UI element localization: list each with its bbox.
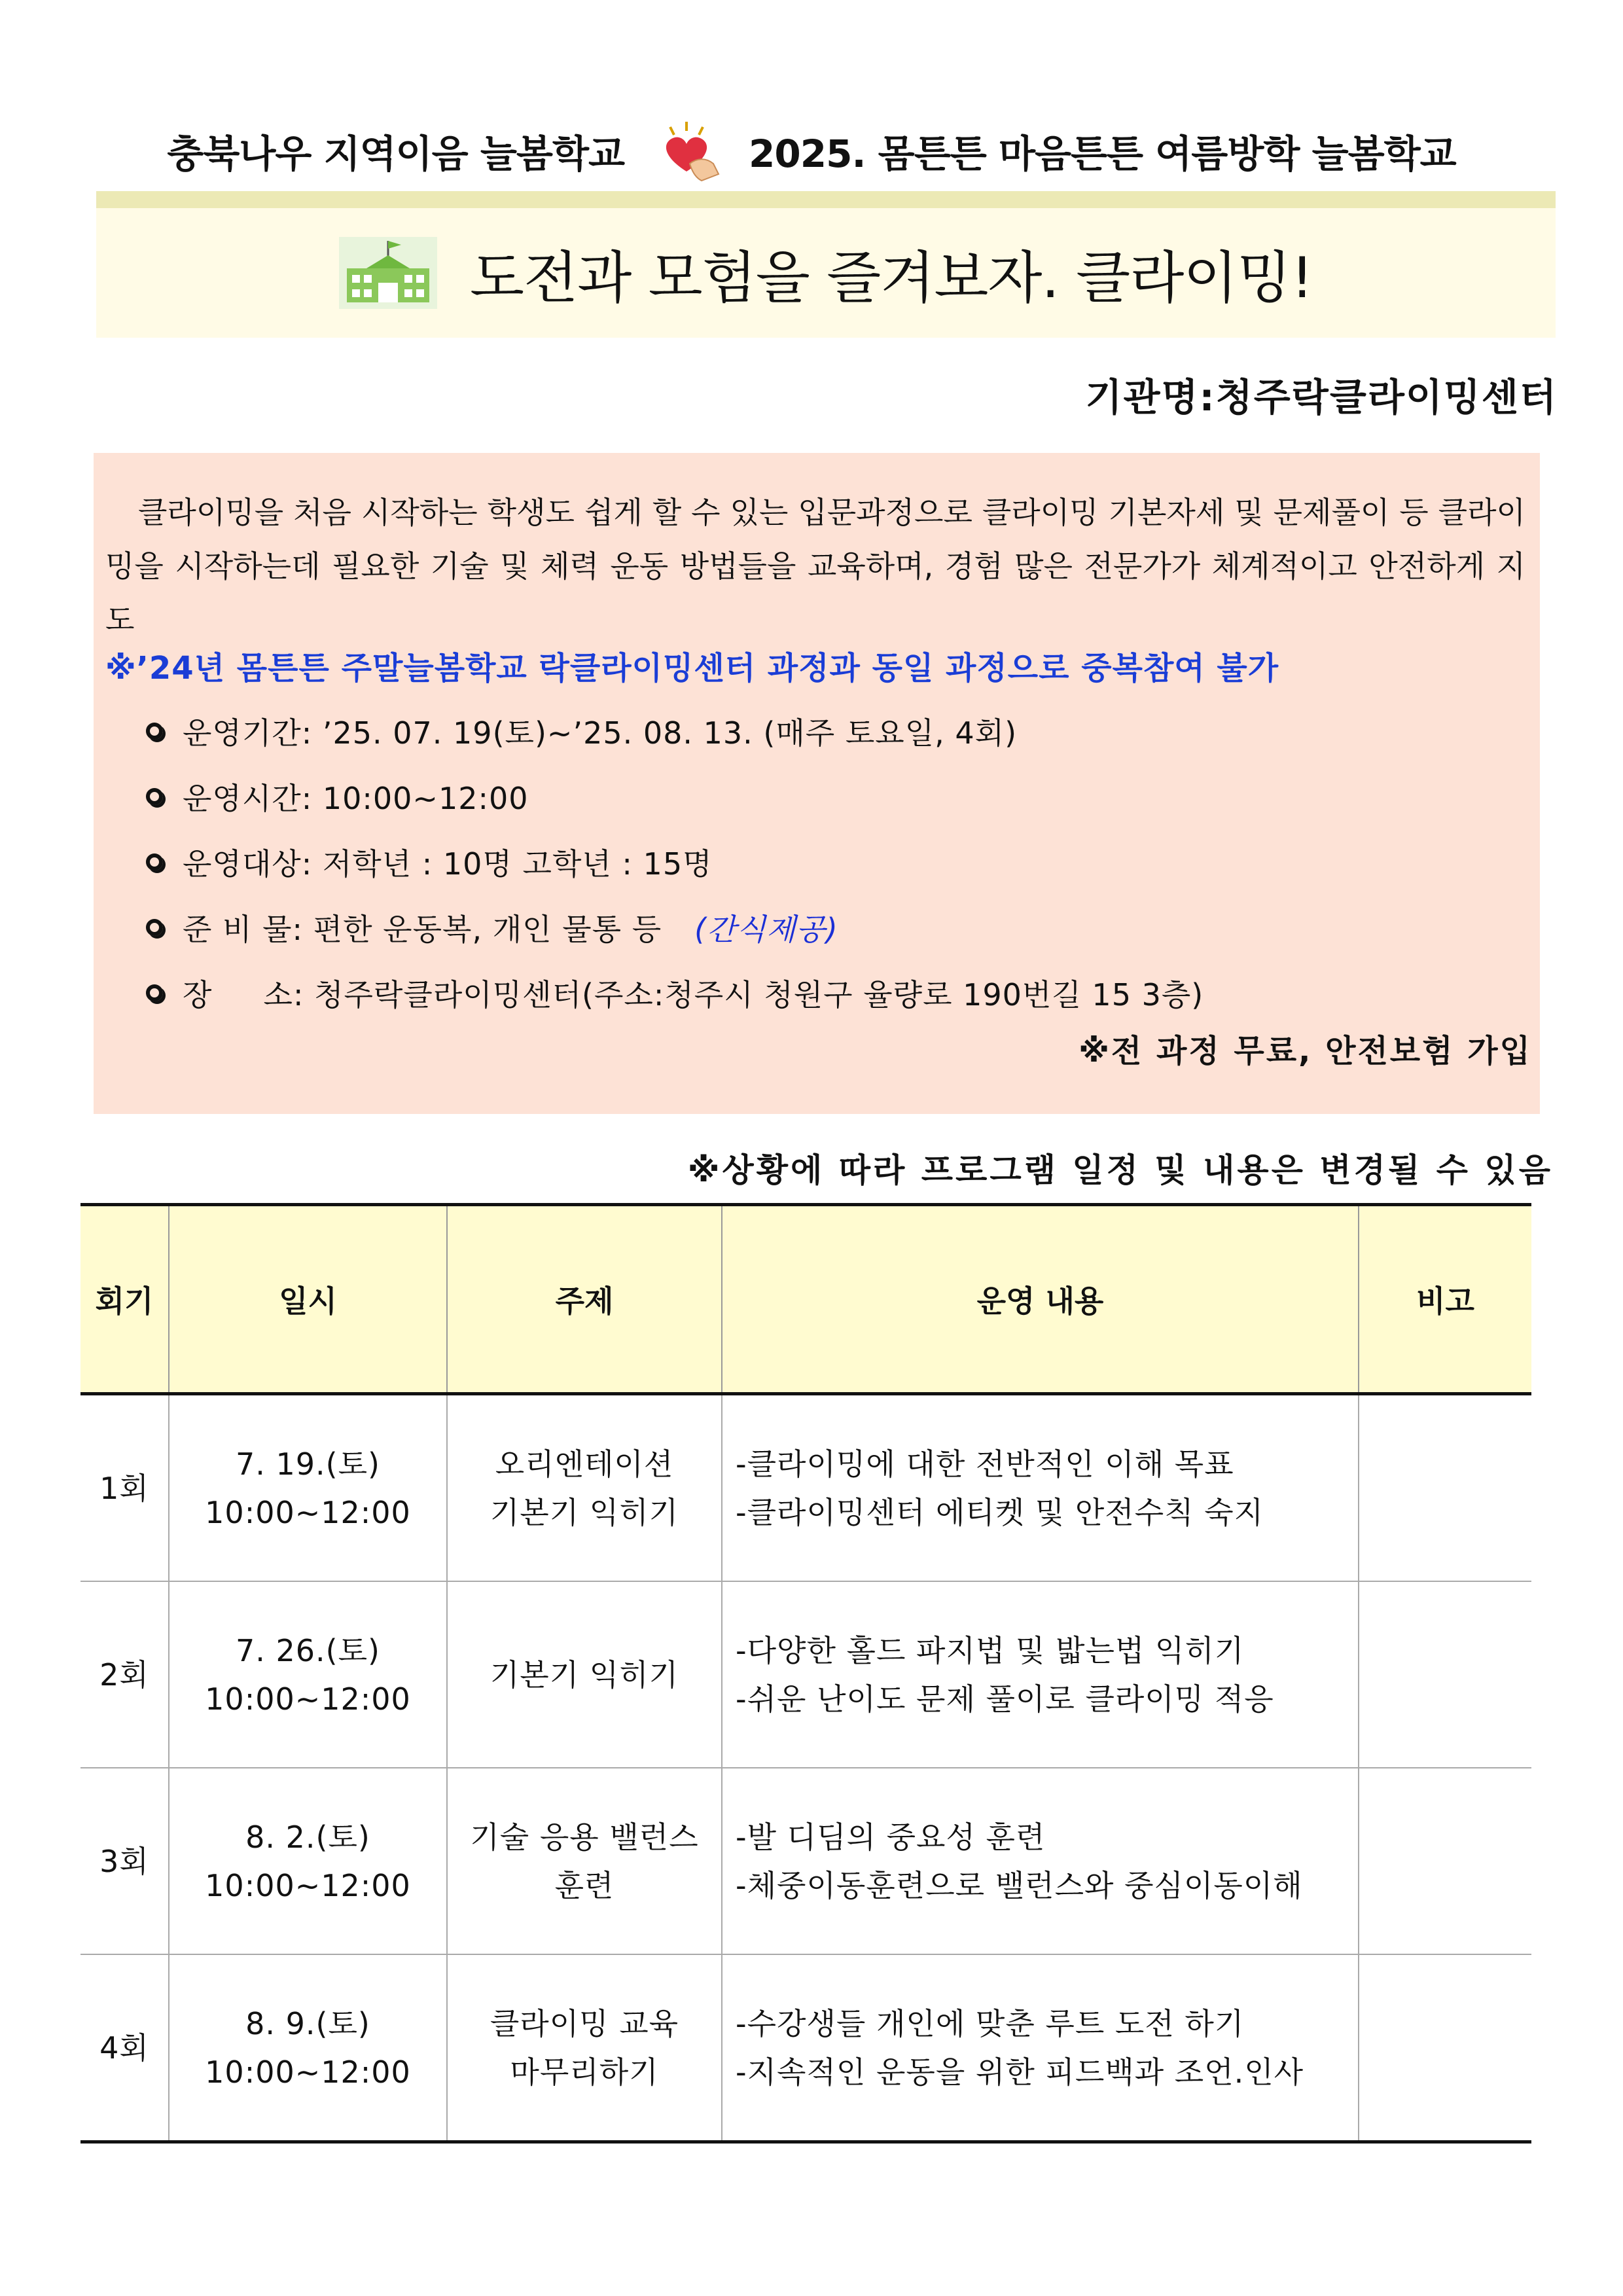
header-right-title: 2025. 몸튼튼 마음튼튼 여름방학 늘봄학교	[749, 132, 1456, 176]
free-course-note: ※전 과정 무료, 안전보험 가입	[1079, 1033, 1532, 1069]
content-line: -체중이동훈련으로 밸런스와 중심이동이해	[736, 1867, 1303, 1903]
note-cell	[1359, 1394, 1531, 1582]
program-info-box	[94, 453, 1540, 1114]
header-topic: 주제	[447, 1205, 722, 1394]
topic-cell	[447, 1581, 722, 1768]
detail-location	[146, 960, 1204, 1026]
bullet-circle-icon	[146, 723, 163, 740]
header-session: 회기	[80, 1205, 169, 1394]
title-top-rule	[96, 191, 1556, 208]
content-cell	[722, 1394, 1359, 1582]
date-cell	[169, 1768, 447, 1954]
content-line: -발 디딤의 중요성 훈련	[736, 1819, 1046, 1855]
content-line: -클라이밍에 대한 전반적인 이해 목표	[736, 1446, 1234, 1482]
schedule-table	[80, 1203, 1531, 2144]
topic-line: 마무리하기	[510, 2054, 659, 2090]
detail-text: 장 소: 청주락클라이밍센터(주소:청주시 청원구 율량로 190번길 15 3층)	[183, 977, 1204, 1013]
session-cell: 2회	[80, 1581, 169, 1768]
header-content: 운영 내용	[722, 1205, 1359, 1394]
duplicate-participation-notice: ※’24년 몸튼튼 주말늘봄학교 락클라이밍센터 과정과 동일 과정으로 중복참여 불가	[105, 650, 1279, 687]
time-text: 10:00~12:00	[205, 2054, 411, 2090]
detail-text: 준 비 물: 편한 운동복, 개인 물통 등	[183, 912, 662, 947]
header-note: 비고	[1359, 1205, 1531, 1394]
content-line: -지속적인 운동을 위한 피드백과 조언.인사	[736, 2054, 1304, 2090]
session-cell: 3회	[80, 1768, 169, 1954]
bullet-circle-icon	[146, 788, 163, 805]
date-text: 7. 19.(토)	[236, 1446, 380, 1482]
table-row	[80, 1581, 1531, 1768]
detail-period	[146, 698, 1204, 764]
topic-cell	[447, 1768, 722, 1954]
time-text: 10:00~12:00	[205, 1494, 411, 1530]
content-cell	[722, 1768, 1359, 1954]
header-date: 일시	[169, 1205, 447, 1394]
topic-cell	[447, 1954, 722, 2142]
table-header-row	[80, 1205, 1531, 1394]
table-row	[80, 1768, 1531, 1954]
bullet-circle-icon	[146, 853, 163, 870]
detail-time	[146, 764, 1204, 829]
school-building-icon	[339, 237, 437, 309]
date-text: 8. 9.(토)	[245, 2005, 370, 2041]
session-cell: 1회	[80, 1394, 169, 1582]
topic-line: 훈련	[554, 1867, 615, 1903]
topic-line: 오리엔테이션	[495, 1446, 674, 1482]
session-cell: 4회	[80, 1954, 169, 2142]
table-row	[80, 1394, 1531, 1582]
topic-line: 기술 응용 밸런스	[470, 1819, 699, 1855]
detail-text: 운영대상: 저학년 : 10명 고학년 : 15명	[183, 846, 713, 882]
program-description: 클라이밍을 처음 시작하는 학생도 쉽게 할 수 있는 입문과정으로 클라이밍 기본자세 및 문제풀이 등 클라이밍을 시작하는데 필요한 기술 및 체력 운동 방법들을 교육하며, 경험 많은 전문가가 체계적이고 안전하게 지도	[105, 495, 1525, 637]
time-text: 10:00~12:00	[205, 1867, 411, 1903]
topic-line: 기본기 익히기	[490, 1657, 679, 1693]
topic-line: 클라이밍 교육	[490, 2005, 679, 2041]
content-line: -클라이밍센터 에티켓 및 안전수칙 숙지	[736, 1494, 1264, 1530]
detail-target	[146, 829, 1204, 895]
date-cell	[169, 1581, 447, 1768]
heart-hand-icon	[651, 118, 722, 183]
header-left-title: 충북나우 지역이음 늘봄학교	[167, 132, 625, 176]
content-cell	[722, 1954, 1359, 2142]
program-details-list	[146, 698, 1204, 1026]
date-cell	[169, 1954, 447, 2142]
date-text: 8. 2.(토)	[245, 1819, 370, 1855]
topic-cell	[447, 1394, 722, 1582]
content-line: -쉬운 난이도 문제 풀이로 클라이밍 적응	[736, 1681, 1274, 1717]
content-line: -수강생들 개인에 맞춘 루트 도전 하기	[736, 2005, 1245, 2041]
note-cell	[1359, 1954, 1531, 2142]
page-header	[92, 115, 1531, 187]
note-cell	[1359, 1581, 1531, 1768]
time-text: 10:00~12:00	[205, 1681, 411, 1717]
table-row	[80, 1954, 1531, 2142]
title-banner	[96, 208, 1556, 338]
topic-line: 기본기 익히기	[490, 1494, 679, 1530]
bullet-circle-icon	[146, 984, 163, 1001]
note-cell	[1359, 1768, 1531, 1954]
detail-supplies	[146, 895, 1204, 960]
schedule-change-note: ※상황에 따라 프로그램 일정 및 내용은 변경될 수 있음	[687, 1151, 1553, 1189]
date-text: 7. 26.(토)	[236, 1632, 380, 1668]
content-cell	[722, 1581, 1359, 1768]
snack-provided-note: (간식제공)	[694, 912, 838, 947]
bullet-circle-icon	[146, 919, 163, 936]
page-title: 도전과 모험을 즐겨보자. 클라이밍!	[470, 245, 1313, 311]
detail-text: 운영시간: 10:00~12:00	[183, 781, 529, 816]
date-cell	[169, 1394, 447, 1582]
organization-name: 기관명:청주락클라이밍센터	[1085, 375, 1558, 420]
detail-text: 운영기간: ’25. 07. 19(토)~’25. 08. 13. (매주 토요일, 4회)	[183, 715, 1018, 751]
content-line: -다양한 홀드 파지법 및 밟는법 익히기	[736, 1632, 1245, 1668]
